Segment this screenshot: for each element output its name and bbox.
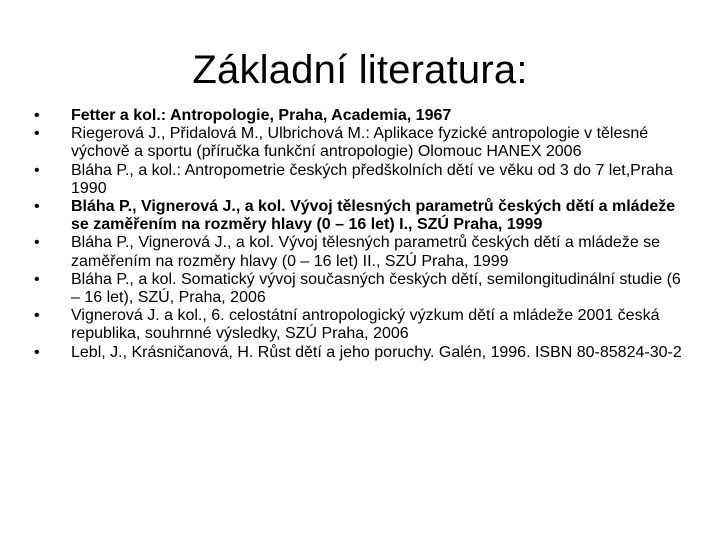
list-item [34,344,694,362]
list-item [34,307,694,343]
bullet-icon: • [34,107,40,124]
list-item-text: Riegerová J., Přidalová M., Ulbrichová M.: Aplikace fyzické antropologie v tělesné výchově a sportu (příručka funkční antropologie) Olomouc HANEX 2006 [71,125,649,161]
list-item [34,198,694,234]
list-item [34,107,694,125]
list-item [34,234,694,270]
bullet-icon: • [34,198,40,216]
bullet-icon: • [34,343,40,361]
slide-title: Základní literatura: [192,48,528,92]
list-item-text: Bláha P., Vignerová J., a kol. Vývoj tělesných parametrů českých dětí a mládeže se zaměřením na rozměry hlavy (0 – 16 let) II., SZÚ Praha, 1999 [71,234,661,270]
bullet-icon: • [34,234,40,252]
literature-list [34,107,694,362]
bullet-icon: • [34,125,40,143]
list-item [34,271,694,307]
list-item-text: Vignerová J. a kol., 6. celostátní antropologický výzkum dětí a mládeže 2001 česká republika, souhrnné výsledky, SZÚ Praha, 2006 [71,307,660,343]
bullet-icon: • [34,161,40,179]
bullet-icon: • [34,270,40,288]
bullet-icon: • [34,307,40,325]
list-item [34,162,694,198]
list-item-text: Bláha P., Vignerová J., a kol. Vývoj tělesných parametrů českých dětí a mládeže se zaměřením na rozměry hlavy (0 – 16 let) I., SZÚ Praha, 1999 [71,198,676,234]
list-item [34,125,694,161]
list-item-text: Bláha P., a kol. Somatický vývoj současných českých dětí, semilongitudinální studie (6 – 16 let), SZÚ, Praha, 2006 [71,270,681,307]
list-item-text: Lebl, J., Krásničanová, H. Růst dětí a jeho poruchy. Galén, 1996. ISBN 80-85824-30-2 [71,343,682,361]
list-item-text: Bláha P., a kol.: Antropometrie českých předškolních dětí ve věku od 3 do 7 let,Praha 1990 [71,161,673,197]
list-item-text: Fetter a kol.: Antropologie, Praha, Academia, 1967 [71,107,452,124]
